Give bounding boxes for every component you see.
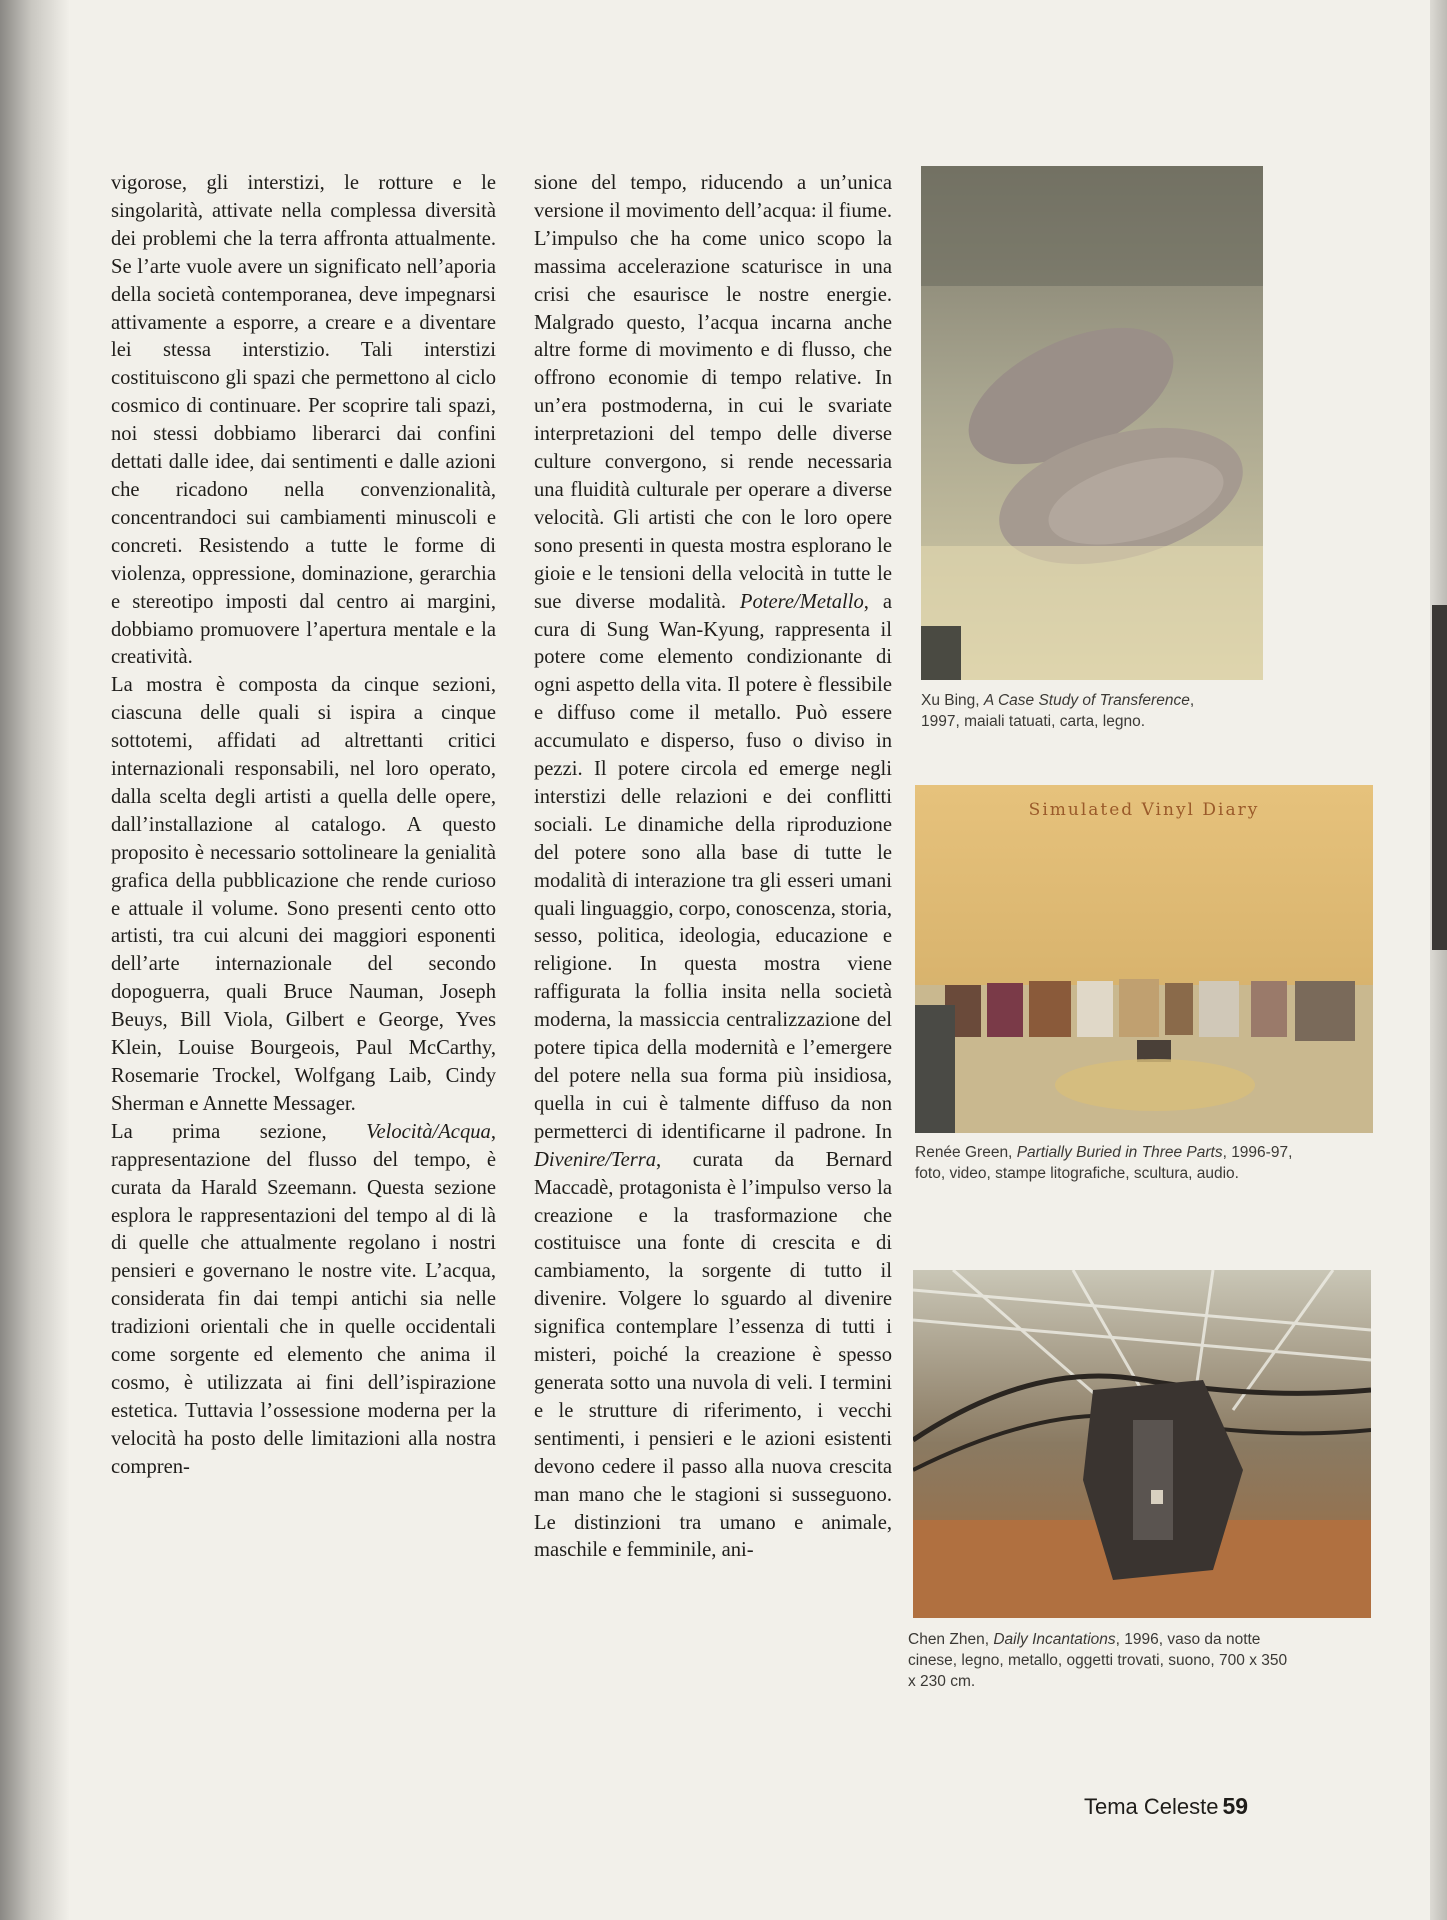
paragraph-1: vigorose, gli interstizi, le rotture e le singolarità, attivate nella complessa diversità dei problemi che la terra affronta attualmente. Se l’arte vuole avere un significato nell’aporia della società contemporanea, deve impegnarsi attivamente a esporre, a creare e a diventare lei stessa interstizio. Tali interstizi costituiscono gli spazi che permettono al ciclo cosmico di continuare. Per scoprire tali spazi, noi stessi dobbiamo liberarci dai confini dettati dalle idee, dai sentimenti e dalle azioni che ricadono nella convenzionalità, concentrandoci sui cambiamenti minuscoli e concreti. Resistendo a tutte le forme di violenza, oppressione, dominazione, gerarchia e stereotipo imposti dal centro ai margini, dobbiamo promuovere l’apertura mentale e la creatività.	[111, 172, 496, 669]
text-run: sione del tempo, riducendo a un’unica versione il movimento dell’acqua: il fiume. L’impulso che ha come unico scopo la massima accelerazione scaturisce in una crisi che esaurisce le nostre energie. Malgrado questo, l’acqua incarna anche altre forme di movimento e di flusso, che offrono economie di tempo relative. In un’era postmoderna, in cui le svariate interpretazioni del tempo delle diverse culture convergono, si rende necessaria una fluidità culturale per operare a diverse velocità. Gli artisti che con le loro opere sono presenti in questa mostra esplorano le gioie e le tensioni della velocità in tutte le sue diverse modalità.	[534, 172, 892, 613]
photo-renee-green-installation	[915, 785, 1373, 1133]
page-footer	[1084, 1793, 1248, 1820]
caption-title: Partially Buried in Three Parts	[1016, 1144, 1223, 1161]
magazine-name: Tema Celeste	[1084, 1794, 1219, 1819]
text-column-left	[111, 170, 496, 1482]
caption-renee-green	[915, 1142, 1305, 1184]
paragraph-2: La mostra è composta da cinque sezioni, ciascuna delle quali si ispira a cinque sottotemi, affidati ad altrettanti critici internazionali responsabili, nel loro operato, dalla scelta degli artisti a quella delle opere, dall’installazione al catalogo. A questo proposito è necessario sottolineare la genialità grafica della pubblicazione che rende curioso e attuale il volume. Sono presenti cento otto artisti, tra cui alcuni dei maggiori esponenti dell’arte internazionale del secondo dopoguerra, quali Bruce Nauman, Joseph Beuys, Bill Viola, Gilbert e George, Yves Klein, Louise Bourgeois, Paul McCarthy, Rosemarie Trockel, Wolfgang Laib, Cindy Sherman e Annette Messager.	[111, 674, 496, 1115]
sign-text: Simulated Vinyl Diary	[1028, 800, 1260, 820]
page-edge	[1430, 0, 1447, 1920]
page-edge-tab	[1432, 605, 1447, 950]
binding-shadow	[0, 0, 70, 1920]
caption-artist: Renée Green,	[915, 1144, 1017, 1161]
photo-chen-zhen-installation	[913, 1270, 1371, 1618]
paragraph-continued	[534, 170, 892, 1565]
section-title-potere: Potere/Metallo	[739, 590, 864, 613]
caption-artist: Chen Zhen,	[908, 1631, 994, 1648]
caption-details: , 1997, maiali tatuati, carta, legno.	[921, 692, 1195, 730]
text-run: , curata da Bernard Maccadè, protagonista è l’impulso verso la creazione e la trasformazione che costituisce una fonte di crescita e di cambiamento, la sorgente di tutto il divenire. Volgere lo sguardo al divenire significa contemplare l’essenza di tutti i misteri, poiché la creazione è spesso generata sotto una nuvola di veli. I termini e le strutture di riferimento, i vecchi sentimenti, i pensieri e le azioni esistenti devono cedere il passo alla nuova crescita man mano che le stagioni si susseguono. Le distinzioni tra umano e animale, maschile e femminile, ani-	[534, 1148, 892, 1562]
text-run: , a cura di Sung Wan-Kyung, rappresenta il potere come elemento condizionante di ogni aspetto della vita. Il potere è flessibile e diffuso come il metallo. Può essere accumulato e disperso, fuso o diviso in pezzi. Il potere circola ed emerge negli interstizi delle relazioni e dei conflitti sociali. Le dinamiche della riproduzione del potere sono alla base di tutte le modalità di interazione tra gli esseri umani quali linguaggio, corpo, conoscenza, storia, sesso, politica, ideologia, educazione e religione. In questa mostra viene raffigurata la follia insita nella società moderna, la massiccia centralizzazione del potere tipica della modernità e l’emergere del potere nella sua forma più insidiosa, quella in cui è talmente diffuso da non permetterci di identificarne il padrone. In	[534, 590, 893, 1143]
text-run: , rappresentazione del flusso del tempo, è curata da Harald Szeemann. Questa sezione esplora le rappresentazioni del tempo al di là di quelle che attualmente regolano i nostri pensieri e governano le nostre vite. L’acqua, considerata fin dai tempi antichi sia nelle tradizioni orientali che in quelle occidentali come sorgente ed elemento che anima il cosmo, è utilizzata ai fini dell’ispirazione estetica. Tuttavia l’ossessione moderna per la velocità ha posto delle limitazioni alla nostra compren-	[111, 1120, 496, 1478]
photo-xu-bing-pigs	[921, 166, 1263, 680]
caption-artist: Xu Bing,	[921, 692, 984, 709]
section-title-divenire: Divenire/Terra	[534, 1148, 657, 1171]
section-title-velocita: Velocità/Acqua	[366, 1120, 491, 1143]
text-column-middle	[534, 170, 892, 1565]
caption-title: Daily Incantations	[993, 1631, 1116, 1648]
caption-details: , 1996-97, foto, video, stampe litografiche, scultura, audio.	[915, 1144, 1293, 1182]
caption-title: A Case Study of Transference	[983, 692, 1190, 709]
text-run: La prima sezione,	[111, 1120, 367, 1143]
caption-details: , 1996, vaso da notte cinese, legno, metallo, oggetti trovati, suono, 700 x 350 x 230 cm.	[908, 1631, 1288, 1690]
caption-xu-bing	[921, 690, 1281, 732]
page-number: 59	[1222, 1793, 1249, 1819]
caption-chen-zhen	[908, 1629, 1298, 1692]
paragraph-3	[111, 1119, 496, 1482]
